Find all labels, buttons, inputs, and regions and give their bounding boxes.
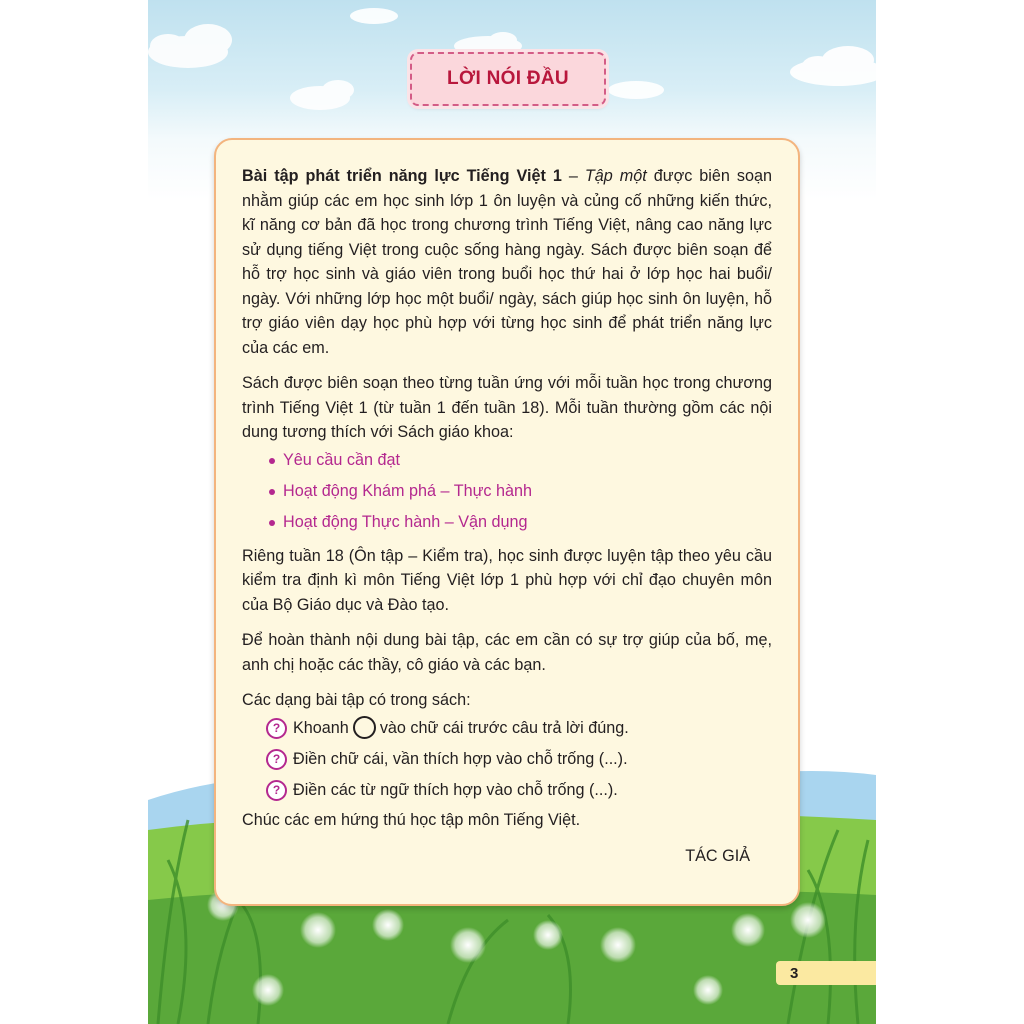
title-banner xyxy=(410,52,606,106)
closing-line: Chúc các em hứng thú học tập môn Tiếng Việt. xyxy=(242,810,581,829)
meadow-dark xyxy=(148,890,876,1024)
cloud xyxy=(790,46,876,86)
circle-icon xyxy=(353,716,376,739)
week18-paragraph: Riêng tuần 18 (Ôn tập – Kiểm tra), học sinh được luyện tập theo yêu cầu kiểm tra định kì môn Tiếng Việt lớp 1 phù hợp với chỉ đạo chuyên môn của Bộ Giáo dục và Đào tạo. xyxy=(242,546,772,614)
page-number: 3 xyxy=(776,961,876,985)
exercise-fill-words: ? Điền các từ ngữ thích hợp vào chỗ trống (...). xyxy=(242,775,772,806)
book-page xyxy=(148,0,876,1024)
list-item: Hoạt động Thực hành – Vận dụng xyxy=(269,507,772,538)
bullet-icon xyxy=(269,489,275,495)
intro-text: được biên soạn nhằm giúp các em học sinh lớp 1 ôn luyện và củng cố những kiến thức, kĩ năng cơ bản đã học trong chương trình Tiếng Việt, nâng cao năng lực sử dụng tiếng Việt trong cuộc sống hàng ngày. Sách được biên soạn để hỗ trợ học sinh và giáo viên trong buổi học thứ hai ở lớp học hai buổi/ ngày. Với những lớp học một buổi/ ngày, sách giúp học sinh ôn luyện, hỗ trợ giáo viên dạy học phù hợp với từng học sinh để phát triển năng lực của các em. xyxy=(242,167,772,357)
section-list xyxy=(242,445,772,538)
book-part: Tập một xyxy=(584,167,647,185)
exercise-circle: ? Khoanh vào chữ cái trước câu trả lời đúng. xyxy=(242,713,772,744)
cloud xyxy=(608,81,664,99)
preface-card xyxy=(214,138,800,906)
book-title: Bài tập phát triển năng lực Tiếng Việt 1 xyxy=(242,167,562,185)
bullet-icon xyxy=(269,520,275,526)
author-signature: TÁC GIẢ xyxy=(685,847,750,865)
exercise-fill-letters: ? Điền chữ cái, vần thích hợp vào chỗ trống (...). xyxy=(242,744,772,775)
cloud xyxy=(350,8,398,24)
list-item: Hoạt động Khám phá – Thực hành xyxy=(269,476,772,507)
question-mark-icon: ? xyxy=(266,749,287,770)
question-mark-icon: ? xyxy=(266,780,287,801)
list-item: Yêu cầu cần đạt xyxy=(269,445,772,476)
structure-paragraph: Sách được biên soạn theo từng tuần ứng với mỗi tuần học trong chương trình Tiếng Việt 1 (từ tuần 1 đến tuần 18). Mỗi tuần thường gồm các nội dung tương thích với Sách giáo khoa: xyxy=(242,374,772,441)
cloud xyxy=(290,80,354,110)
title-dash: – xyxy=(561,167,585,185)
bullet-icon xyxy=(269,458,275,464)
question-mark-icon: ? xyxy=(266,718,287,739)
intro-paragraph xyxy=(242,164,772,360)
support-paragraph: Để hoàn thành nội dung bài tập, các em cần có sự trợ giúp của bố, mẹ, anh chị hoặc các thầy, cô giáo và các bạn. xyxy=(242,631,772,674)
preface-content xyxy=(242,164,772,869)
cloud xyxy=(148,24,232,68)
page-title: LỜI NÓI ĐẦU xyxy=(447,68,569,89)
exercise-intro: Các dạng bài tập có trong sách: xyxy=(242,691,471,709)
